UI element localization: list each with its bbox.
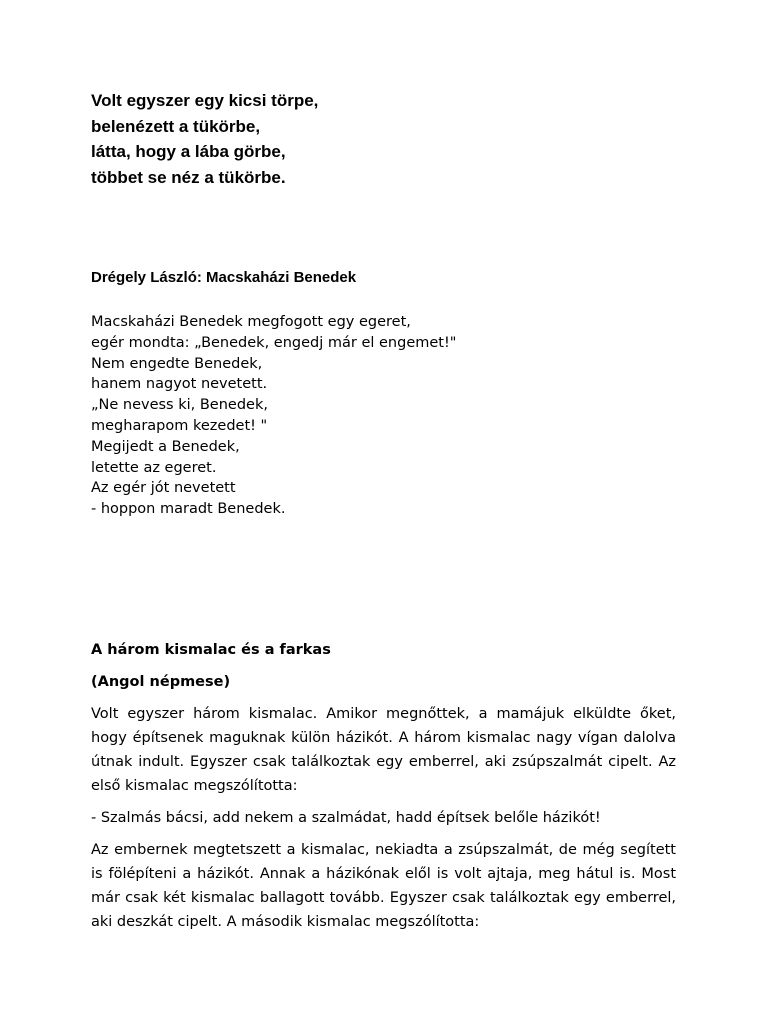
poem-line: „Ne nevess ki, Benedek, (91, 397, 268, 414)
poem-line: egér mondta: „Benedek, engedj már el engemet!" (91, 334, 457, 351)
tale-title: A három kismalac és a farkas (91, 642, 331, 658)
poem-line: belenézett a tükörbe, (91, 116, 261, 136)
poem-macskahazi (91, 312, 456, 520)
poem-line: látta, hogy a lába görbe, (91, 142, 286, 161)
poem-line: - hoppon maradt Benedek. (91, 501, 286, 518)
poem-line: Macskaházi Benedek megfogott egy egeret, (91, 314, 411, 330)
tale-paragraph: - Szalmás bácsi, add nekem a szalmádat, hadd építsek belőle házikót! (91, 810, 601, 826)
poem-title-macskahazi: Drégely László: Macskaházi Benedek (91, 269, 357, 286)
tale-paragraph: Az embernek megtetszett a kismalac, nekiadta a zsúpszalmát, de még segített is fölépíteni a házikót. Annak a házikónak elől is volt ajtaja, meg hátul is. Most már csak két kismalac ballagott tovább. Egyszer csak találkoztak egy emberrel, aki deszkát cipelt. A második kismalac megszólította: (91, 842, 676, 930)
poem-line: Nem engedte Benedek, (91, 355, 263, 372)
poem-line: hanem nagyot nevetett. (91, 376, 268, 393)
poem-line: Az egér jót nevetett (91, 480, 236, 497)
tale-paragraph: Volt egyszer három kismalac. Amikor megnőttek, a mamájuk elküldte őket, hogy építsenek maguknak külön házikót. A három kismalac nagy vígan dalolva útnak indult. Egyszer csak találkoztak egy emberrel, aki zsúpszalmát cipelt. Az első kismalac megszólította: (91, 706, 676, 794)
poem-line: Megijedt a Benedek, (91, 438, 240, 455)
poem-line: Volt egyszer egy kicsi törpe, (91, 91, 319, 110)
poem-torpe (91, 88, 318, 190)
tale-subtitle: (Angol népmese) (91, 674, 231, 690)
poem-line: letette az egeret. (91, 459, 217, 476)
poem-line: többet se néz a tükörbe. (91, 167, 286, 187)
poem-line: megharapom kezedet! " (91, 417, 268, 434)
tale-section (91, 638, 676, 942)
